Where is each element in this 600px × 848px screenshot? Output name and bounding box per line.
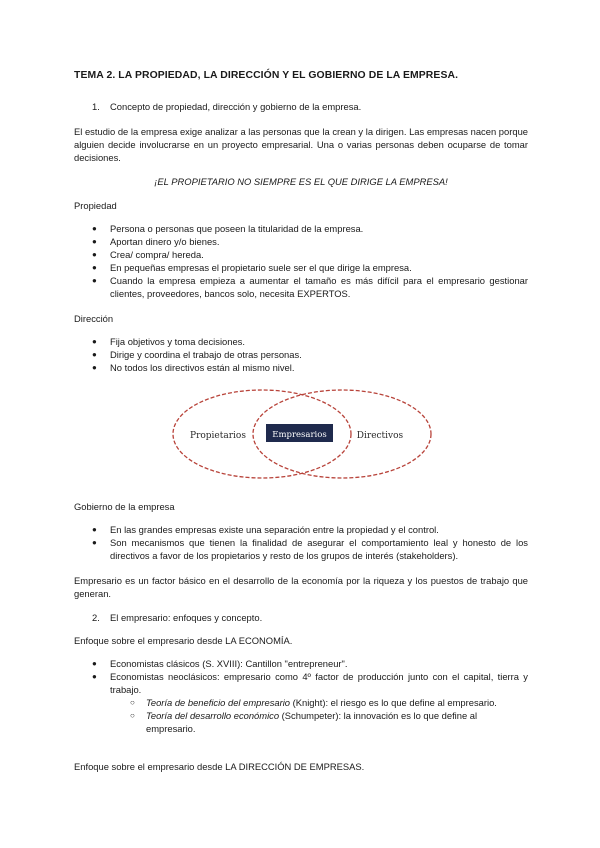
list-item: ● Son mecanismos que tienen la finalidad de asegurar el comportamiento leal y honesto de los directivos a favor de los propietarios y resto de los grupos de interés (stakeholders). xyxy=(92,536,528,562)
gobierno-list xyxy=(92,523,528,562)
page-title: TEMA 2. LA PROPIEDAD, LA DIRECCIÓN Y EL GOBIERNO DE LA EMPRESA. xyxy=(74,70,459,81)
sub-list-item xyxy=(130,709,526,735)
section-1-title: Concepto de propiedad, dirección y gobierno de la empresa. xyxy=(110,101,362,112)
list-item: ● No todos los directivos están al mismo nivel. xyxy=(92,361,528,374)
list-item: ● Dirige y coordina el trabajo de otras personas. xyxy=(92,348,528,361)
list-item: ● Cuando la empresa empieza a aumentar el tamaño es más difícil para el empresario gestionar clientes, proveedores, bancos solo, necesita EXPERTOS. xyxy=(92,274,528,300)
venn-label-directivos: Directivos xyxy=(356,431,404,441)
gobierno-heading: Gobierno de la empresa xyxy=(74,501,175,512)
theory-description: (Schumpeter): la innovación es lo que define al empresario. xyxy=(146,710,478,734)
emphasis-line: ¡EL PROPIETARIO NO SIEMPRE ES EL QUE DIRIGE LA EMPRESA! xyxy=(154,176,448,187)
section-2-heading xyxy=(92,611,262,624)
venn-label-empresarios: Empresarios xyxy=(272,430,327,440)
section-2-number: 2. xyxy=(92,612,100,623)
sub-list-item xyxy=(130,696,526,709)
sub-list xyxy=(130,696,526,735)
venn-diagram xyxy=(170,384,434,484)
list-item: ● En pequeñas empresas el propietario suele ser el que dirige la empresa. xyxy=(92,261,528,274)
list-item-text: Economistas neoclásicos: empresario como 4º factor de producción junto con el capital, tierra y trabajo. xyxy=(110,671,528,695)
venn-label-propietarios: Propietarios xyxy=(190,431,246,441)
propiedad-heading: Propiedad xyxy=(74,200,117,211)
list-item: ● Persona o personas que poseen la titularidad de la empresa. xyxy=(92,222,528,235)
theory-description: (Knight): el riesgo es lo que define al empresario. xyxy=(290,697,497,708)
section-1-number: 1. xyxy=(92,101,100,112)
direccion-heading: Dirección xyxy=(74,313,114,324)
enfoque-direccion-heading: Enfoque sobre el empresario desde LA DIRECCIÓN DE EMPRESAS. xyxy=(74,761,365,772)
empresario-paragraph: Empresario es un factor básico en el desarrollo de la economía por la riqueza y los puestos de trabajo que generan. xyxy=(74,575,528,599)
theory-name: Teoría del desarrollo económico xyxy=(146,710,280,721)
direccion-list xyxy=(92,335,528,374)
list-item: ● En las grandes empresas existe una separación entre la propiedad y el control. xyxy=(92,523,528,536)
theory-name: Teoría de beneficio del empresario xyxy=(146,697,291,708)
enfoque-economia-heading: Enfoque sobre el empresario desde LA ECONOMÍA. xyxy=(74,635,293,646)
section-1-heading xyxy=(92,100,361,113)
list-item: ● Fija objetivos y toma decisiones. xyxy=(92,335,528,348)
section-2-title: El empresario: enfoques y concepto. xyxy=(110,612,263,623)
list-item: ● Aportan dinero y/o bienes. xyxy=(92,235,528,248)
list-item: ● Economistas clásicos (S. XVIII): Cantillon "entrepreneur". xyxy=(92,657,528,670)
list-item xyxy=(92,670,528,735)
propiedad-list xyxy=(92,222,528,300)
list-item: ● Crea/ compra/ hereda. xyxy=(92,248,528,261)
enfoque-economia-list xyxy=(92,657,528,735)
intro-paragraph: El estudio de la empresa exige analizar a las personas que la crean y la dirigen. Las empresas nacen porque alguien decide involucrarse en un proyecto empresarial. Una o varias personas deben ocuparse de tomar decisiones. xyxy=(74,126,528,163)
